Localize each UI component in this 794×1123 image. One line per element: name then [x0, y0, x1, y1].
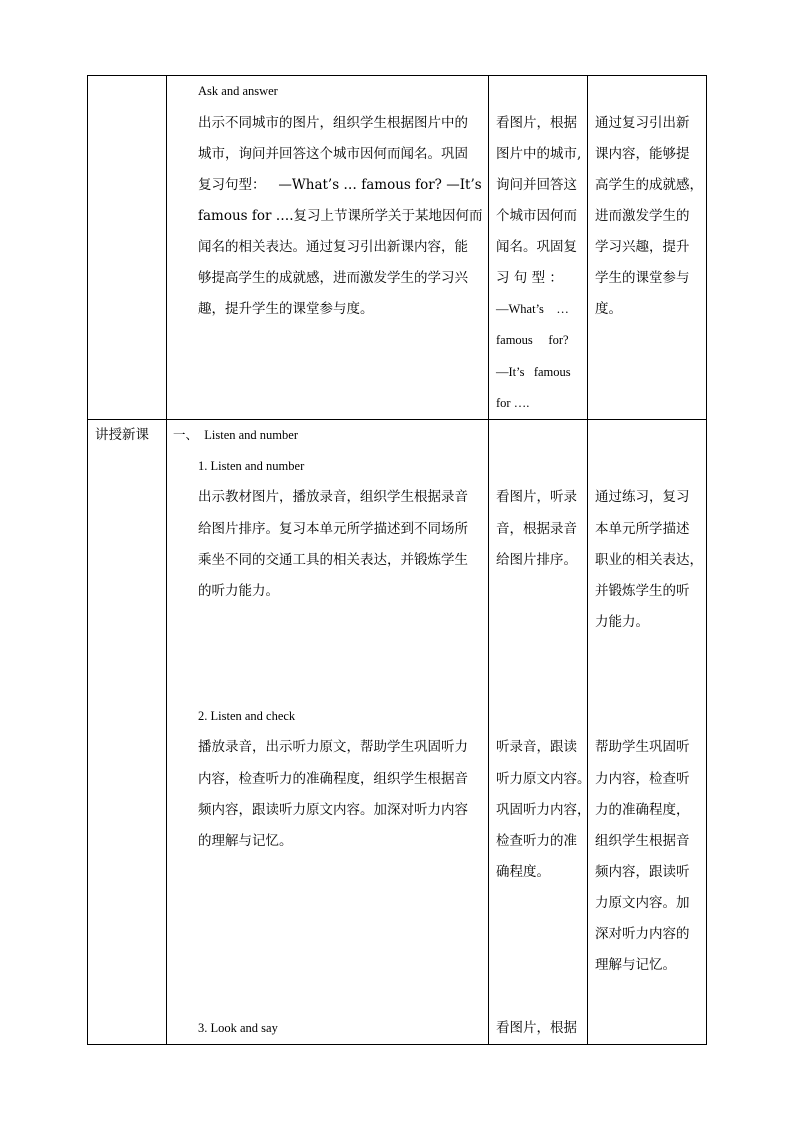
table-right-border	[706, 75, 707, 1045]
text-line: 看图片，根据	[496, 1020, 577, 1036]
text-line: 趣，提升学生的课堂参与度。	[198, 301, 374, 317]
text-line: 力原文内容。加	[595, 895, 690, 911]
subsection-title: 1. Listen and number	[198, 459, 305, 473]
text-line: 闻名。巩固复	[496, 239, 577, 255]
text-line: 力的准确程度，	[595, 802, 690, 818]
text-line: —It’s famous	[496, 365, 571, 379]
activity-title: Ask and answer	[198, 84, 278, 98]
text-line: 乘坐不同的交通工具的相关表达，并锻炼学生	[198, 552, 468, 568]
text-line: 理解与记忆。	[595, 957, 676, 973]
text-line: 本单元所学描述	[595, 521, 690, 537]
table-top-border	[87, 75, 707, 76]
text-line: 闻名的相关表达。通过复习引出新课内容，能	[198, 239, 468, 255]
text-line: 深对听力内容的	[595, 926, 690, 942]
text-line: 看图片，听录	[496, 489, 577, 505]
text-line: 巩固听力内容，	[496, 802, 591, 818]
text-line: 职业的相关表达，	[595, 552, 703, 568]
text-line: 出示教材图片，播放录音，组织学生根据录音	[198, 489, 468, 505]
table-left-border	[87, 75, 88, 1045]
text-line: 听力原文内容。	[496, 771, 591, 787]
text-line: 课内容，能够提	[595, 146, 690, 162]
text-line: 出示不同城市的图片，组织学生根据图片中的	[198, 115, 468, 131]
text-line: 内容，检查听力的准确程度，组织学生根据音	[198, 771, 468, 787]
subsection-title: 2. Listen and check	[198, 709, 296, 723]
text-line: 城市，询问并回答这个城市因何而闻名。巩固	[198, 146, 468, 162]
text-line: 帮助学生巩固听	[595, 739, 690, 755]
column-divider-teacher	[488, 75, 489, 1045]
text-line: 播放录音，出示听力原文，帮助学生巩固听力	[198, 739, 468, 755]
text-line: 音，根据录音	[496, 521, 577, 537]
text-line: 个城市因何而	[496, 208, 577, 224]
text-line: 听录音，跟读	[496, 739, 577, 755]
text-line: —What’s …	[496, 302, 569, 316]
text-line: 学习兴趣，提升	[595, 239, 690, 255]
text-line: 图片中的城市,	[496, 146, 582, 162]
text-line: 度。	[595, 301, 622, 317]
text-line: 询问并回答这	[496, 177, 577, 193]
stage-label: 讲授新课	[95, 427, 149, 443]
text-line: 习 句 型 ：	[496, 270, 563, 286]
text-line: 并锻炼学生的听	[595, 583, 690, 599]
text-line: 组织学生根据音	[595, 833, 690, 849]
text-line: 频内容，跟读听	[595, 864, 690, 880]
text-line: 给图片排序。复习本单元所学描述到不同场所	[198, 521, 468, 537]
text-line: 复习句型： —What’s … famous for? —It’s	[198, 177, 482, 193]
column-divider-stage	[166, 75, 167, 1045]
text-line: 看图片，根据	[496, 115, 577, 131]
text-line: famous for?	[496, 333, 569, 347]
text-line: 力能力。	[595, 614, 649, 630]
subsection-title: 3. Look and say	[198, 1021, 278, 1035]
text-line: 通过练习，复习	[595, 489, 690, 505]
text-line: 给图片排序。	[496, 552, 577, 568]
column-divider-student	[587, 75, 588, 1045]
text-line: for ….	[496, 396, 530, 410]
text-line: 频内容，跟读听力原文内容。加深对听力内容	[198, 802, 468, 818]
text-line: 进而激发学生的	[595, 208, 690, 224]
text-line: 确程度。	[496, 864, 550, 880]
text-line: 的听力能力。	[198, 583, 279, 599]
text-line: 够提高学生的成就感，进而激发学生的学习兴	[198, 270, 468, 286]
text-line: 的理解与记忆。	[198, 833, 293, 849]
section-heading: 一、 Listen and number	[173, 428, 298, 442]
text-line: 通过复习引出新	[595, 115, 690, 131]
text-line: 学生的课堂参与	[595, 270, 690, 286]
text-line: 高学生的成就感，	[595, 177, 703, 193]
table-bottom-border	[87, 1044, 707, 1045]
text-line: 力内容，检查听	[595, 771, 690, 787]
text-line: 检查听力的准	[496, 833, 577, 849]
text-line: famous for ….复习上节课所学关于某地因何而	[198, 208, 483, 224]
